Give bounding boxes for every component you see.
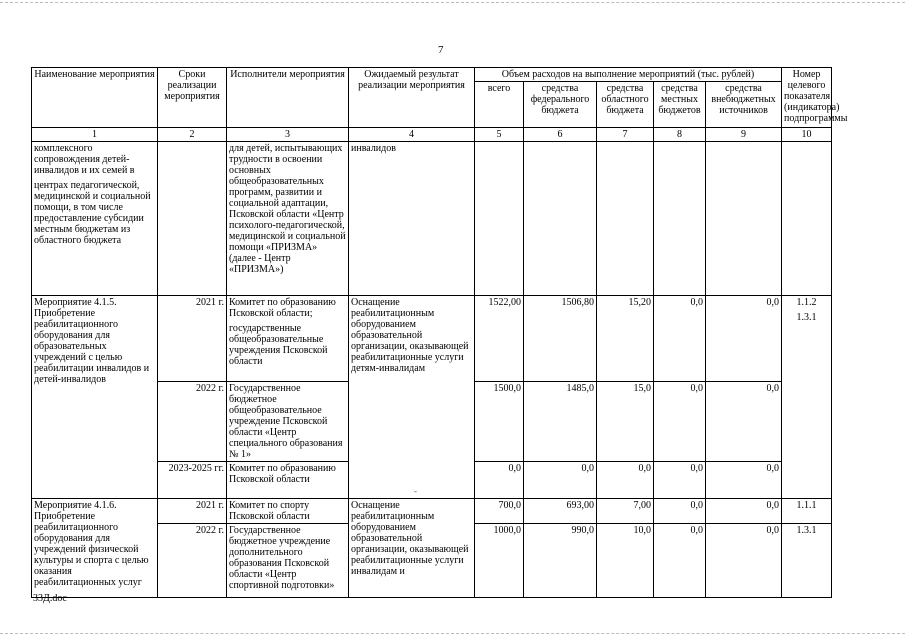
budget-table [31,67,848,598]
col-number: 2 [158,128,227,142]
column-numbers-row [32,128,832,142]
header-indicator: Номер целевого показателя (индикатора) подпрограммы [782,68,832,128]
measure-415-executor-a: Комитет по образованию Псковской области; [229,297,336,319]
measure-415-total: 1522,00 [475,296,524,382]
col-number: 3 [227,128,349,142]
header-costs-group: Объем расходов на выполнение мероприятий (тыс. рублей) [475,68,782,82]
header-name: Наименование мероприятия [32,68,158,128]
continuation-result: инвалидов [349,142,475,296]
continuation-name [32,142,158,296]
header-total: всего [475,82,524,128]
header-executors: Исполнители мероприятия [227,68,349,128]
measure-415-local: 0,0 [654,296,706,382]
measure-415-federal: 1506,80 [524,296,597,382]
measure-416-executor: Комитет по спорту Псковской области [227,499,349,524]
measure-415-regional: 15,20 [597,296,654,382]
header-federal: средства федерального бюджета [524,82,597,128]
table-row [32,499,832,524]
measure-415-federal: 0,0 [524,462,597,499]
measure-416-extra: 0,0 [706,524,782,598]
measure-415-result: Оснащение реабилитационным оборудованием образовательной организации, оказывающей реабилитационные услуги детям-инвалидам [349,296,475,499]
col-number: 7 [597,128,654,142]
scan-tick-mark: - [414,486,417,496]
measure-415-local: 0,0 [654,462,706,499]
measure-416-result: Оснащение реабилитационным оборудованием образовательной организации, оказывающей реабилитационные услуги инвалидам и [349,499,475,598]
header-local: средства местных бюджетов [654,82,706,128]
measure-416-federal: 990,0 [524,524,597,598]
col-number: 4 [349,128,475,142]
table-row [32,296,832,382]
measure-415-year: 2021 г. [158,296,227,382]
col-number: 9 [706,128,782,142]
continuation-executor: для детей, испытывающих трудности в освоении основных общеобразовательных программ, развитии и социальной адаптации, Псковской области «Центр психолого-педагогической, медицинской и социальной помощи «ПРИЗМА» (далее - Центр «ПРИЗМА») [227,142,349,296]
measure-416-total: 1000,0 [475,524,524,598]
measure-416-regional: 7,00 [597,499,654,524]
measure-416-indicator: 1.3.1 [782,524,832,598]
measure-416-total: 700,0 [475,499,524,524]
col-number: 5 [475,128,524,142]
measure-415-regional: 0,0 [597,462,654,499]
measure-415-extra: 0,0 [706,296,782,382]
header-result: Ожидаемый результат реализации мероприятия [349,68,475,128]
measure-415-indicator-b: 1.3.1 [796,312,817,323]
measure-415-extra: 0,0 [706,462,782,499]
measure-416-indicator: 1.1.1 [782,499,832,524]
header-regional: средства областного бюджета [597,82,654,128]
measure-415-indicator-a: 1.1.2 [796,297,817,308]
measure-415-executor-b: государственные общеобразовательные учреждения Псковской области [229,323,328,367]
measure-415-local: 0,0 [654,382,706,462]
page-number: 7 [438,44,444,56]
col-number: 1 [32,128,158,142]
measure-415-regional: 15,0 [597,382,654,462]
measure-416-year: 2022 г. [158,524,227,598]
measure-416-federal: 693,00 [524,499,597,524]
scan-edge-top [0,2,905,4]
measure-415-total: 0,0 [475,462,524,499]
measure-416-local: 0,0 [654,524,706,598]
header-terms: Сроки реализации мероприятия [158,68,227,128]
measure-415-name: Мероприятие 4.1.5. Приобретение реабилитационного оборудования для образовательных учреждений с целью реабилитации инвалидов и детей-инвалидов [32,296,158,499]
measure-416-executor: Государственное бюджетное учреждение дополнительного образования Псковской области «Центр спортивной подготовки» [227,524,349,598]
continuation-name-b: центрах педагогической, медицинской и социальной помощи, в том числе предоставление субсидии местным бюджетам из областного бюджета [34,180,151,246]
measure-415-year: 2023-2025 гг. [158,462,227,499]
col-number: 6 [524,128,597,142]
measure-415-extra: 0,0 [706,382,782,462]
footer-filename: 33Д.doc [33,593,67,604]
measure-415-total: 1500,0 [475,382,524,462]
measure-415-executor [227,296,349,382]
measure-416-year: 2021 г. [158,499,227,524]
measure-416-name: Мероприятие 4.1.6. Приобретение реабилитационного оборудования для учреждений физической культуры и спорта с целью оказания реабилитационных услуг [32,499,158,598]
scan-edge-bottom [0,633,905,635]
measure-416-regional: 10,0 [597,524,654,598]
measure-416-local: 0,0 [654,499,706,524]
measure-416-extra: 0,0 [706,499,782,524]
col-number: 8 [654,128,706,142]
measure-415-federal: 1485,0 [524,382,597,462]
measure-415-indicators [782,296,832,499]
header-extrabudget: средства внебюджетных источников [706,82,782,128]
measure-415-year: 2022 г. [158,382,227,462]
measure-415-executor: Государственное бюджетное общеобразовательное учреждение Псковской области «Центр специального образования № 1» [227,382,349,462]
measure-415-executor: Комитет по образованию Псковской области [227,462,349,499]
col-number: 10 [782,128,832,142]
table-row [32,142,832,296]
continuation-name-a: комплексного сопровождения детей-инвалидов и их семей в [34,143,135,176]
